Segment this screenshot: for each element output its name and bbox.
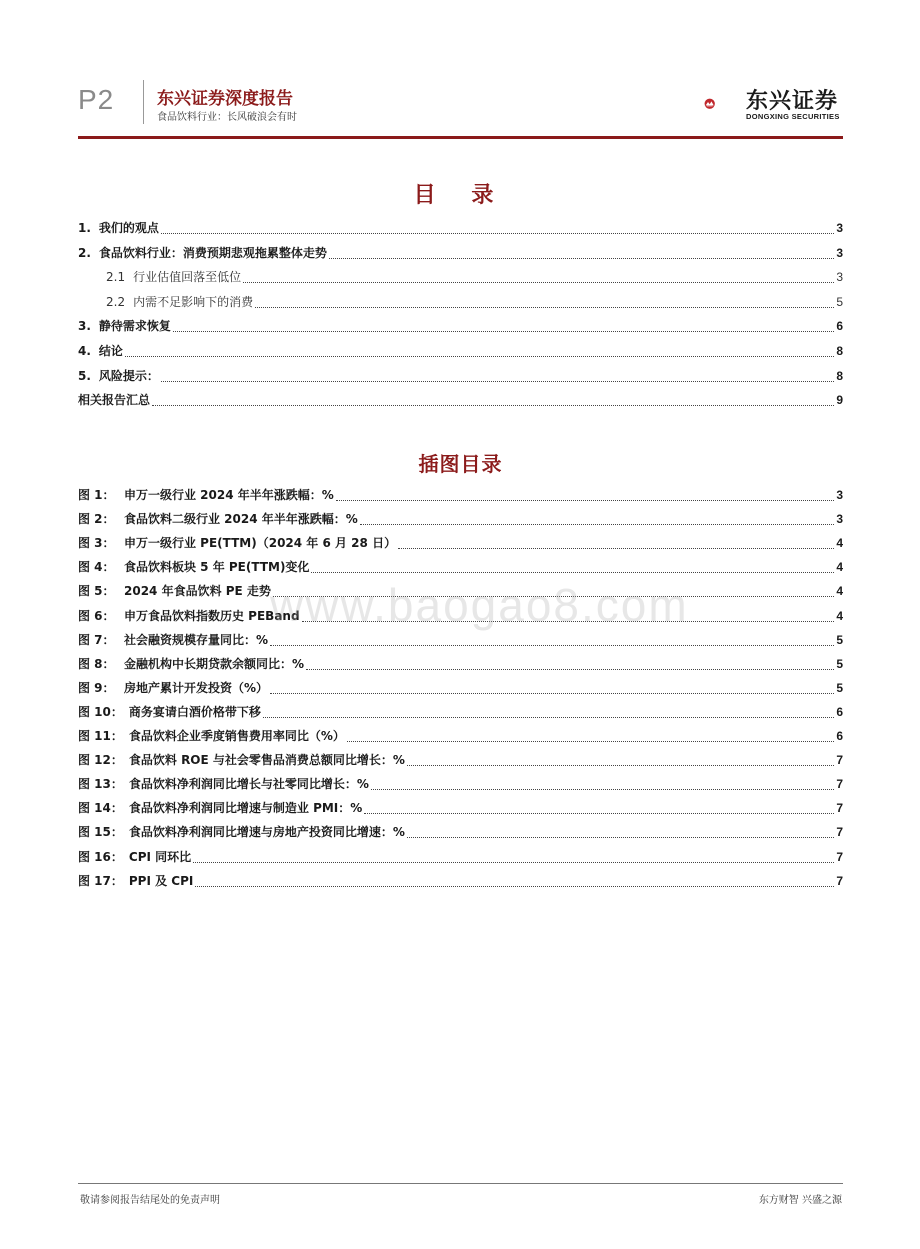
toc-entry[interactable] xyxy=(78,244,843,264)
toc-entry-number: 2. xyxy=(78,245,91,260)
figure-entry[interactable] xyxy=(78,775,843,795)
figure-entry-page: 5 xyxy=(836,680,843,695)
figure-entry-number: 图 4： xyxy=(78,560,115,575)
figure-entry[interactable] xyxy=(78,799,843,819)
figure-entry[interactable] xyxy=(78,751,843,771)
dot-leader xyxy=(336,500,835,501)
footer-rule xyxy=(78,1183,843,1184)
figure-entry-number: 图 8： xyxy=(78,656,115,671)
figure-entry-label: 申万食品饮料指数历史 PEBand xyxy=(124,608,300,623)
dot-leader xyxy=(311,572,834,573)
toc-entry-page: 3 xyxy=(836,221,843,235)
figure-entry-label: 食品饮料企业季度销售费用率同比（%） xyxy=(128,729,345,743)
dot-leader xyxy=(364,813,834,814)
figure-entry-page: 3 xyxy=(836,488,843,502)
figure-entry-number: 图 2： xyxy=(78,512,115,527)
figure-entry-number: 图 1： xyxy=(78,488,115,502)
figure-entry-number: 图 5： xyxy=(78,584,115,599)
dot-leader xyxy=(306,669,834,670)
figure-entry[interactable] xyxy=(78,872,843,892)
dot-leader xyxy=(270,693,834,694)
header-divider xyxy=(143,80,144,124)
toc-entry-label: 相关报告汇总 xyxy=(78,393,151,408)
figure-entry[interactable] xyxy=(78,631,843,651)
toc-entry-number: 1. xyxy=(78,221,91,235)
figure-entry-label: 申万一级行业 PE(TTM)（2024 年 6 月 28 日） xyxy=(124,536,397,551)
toc-entry[interactable] xyxy=(106,268,843,288)
figure-entry-page: 4 xyxy=(836,584,843,599)
figure-entry-number: 图 9： xyxy=(78,680,115,695)
figure-entry-label: 食品饮料净利润同比增速与制造业 PMI：% xyxy=(128,801,363,816)
figure-entry-page: 7 xyxy=(836,777,843,792)
toc-entry[interactable] xyxy=(78,391,843,411)
figure-entry-number: 图 14： xyxy=(78,801,123,816)
dot-leader xyxy=(243,282,834,283)
figure-entry-page: 4 xyxy=(836,536,843,551)
toc-entry-label: 我们的观点 xyxy=(98,221,159,235)
watermark: www.baogao8.com xyxy=(270,579,689,631)
figure-entry-page: 3 xyxy=(836,512,843,527)
figure-entry-number: 图 16： xyxy=(78,849,123,864)
figure-entry-number: 图 12： xyxy=(78,753,123,768)
figure-entry-label: 食品饮料净利润同比增长与社零同比增长：% xyxy=(128,777,369,792)
figure-entry-number: 图 13： xyxy=(78,777,123,792)
toc-entry-page: 6 xyxy=(836,319,843,334)
figure-entry[interactable] xyxy=(78,534,843,554)
toc-entry-page: 3 xyxy=(836,245,843,260)
dot-leader xyxy=(398,548,834,549)
figure-entry-number: 图 15： xyxy=(78,825,123,840)
figure-entry-label: 社会融资规模存量同比：% xyxy=(124,632,269,647)
dot-leader xyxy=(173,331,834,332)
figure-entry[interactable] xyxy=(78,679,843,699)
figure-entry-number: 图 11： xyxy=(78,729,123,743)
figure-entry-label: PPI 及 CPI xyxy=(128,873,194,888)
figure-entry-page: 7 xyxy=(836,825,843,840)
toc-entry-page: 3 xyxy=(836,270,843,285)
figure-entry[interactable] xyxy=(78,510,843,530)
figure-entry-label: CPI 同环比 xyxy=(128,849,192,864)
toc-entry-label: 内需不足影响下的消费 xyxy=(133,294,254,309)
figure-entry[interactable] xyxy=(78,727,843,747)
footer-slogan: 东方财智 兴盛之源 xyxy=(758,1195,842,1206)
dot-leader xyxy=(407,837,834,838)
figure-entry-label: 食品饮料板块 5 年 PE(TTM)变化 xyxy=(124,560,310,575)
toc-entry[interactable] xyxy=(78,219,843,239)
dot-leader xyxy=(347,741,834,742)
toc-entry-page: 5 xyxy=(836,294,843,309)
dongxing-logo-icon xyxy=(704,84,744,124)
dot-leader xyxy=(195,886,834,887)
figure-entry-page: 5 xyxy=(836,632,843,647)
toc-entry-number: 2.2 xyxy=(106,294,126,309)
toc-entry-page: 9 xyxy=(836,393,843,408)
toc-entry[interactable] xyxy=(78,342,843,362)
header-rule xyxy=(78,136,843,139)
report-title: 东兴证券深度报告 xyxy=(157,89,293,109)
figure-entry-page: 5 xyxy=(836,656,843,671)
figure-entry-label: 房地产累计开发投资（%） xyxy=(124,680,269,695)
figure-entry-page: 6 xyxy=(836,704,843,719)
toc-entry-label: 结论 xyxy=(98,344,123,358)
figure-entry-label: 食品饮料 ROE 与社会零售品消费总额同比增长：% xyxy=(128,753,405,768)
dot-leader xyxy=(255,307,834,308)
figure-entry-number: 图 6： xyxy=(78,608,115,623)
dot-leader xyxy=(270,645,834,646)
dot-leader xyxy=(263,717,834,718)
dot-leader xyxy=(125,356,834,357)
dot-leader xyxy=(193,862,834,863)
toc-entry-label: 静待需求恢复 xyxy=(98,319,171,334)
figure-entry-label: 金融机构中长期贷款余额同比：% xyxy=(124,656,305,671)
figure-entry-label: 2024 年食品饮料 PE 走势 xyxy=(124,584,271,599)
dot-leader xyxy=(360,524,835,525)
toc-entry[interactable] xyxy=(78,317,843,337)
toc-entry-label: 行业估值回落至低位 xyxy=(133,270,242,285)
dot-leader xyxy=(371,789,834,790)
figure-entry[interactable] xyxy=(78,848,843,868)
logo-chinese-name: 东兴证券 xyxy=(746,89,839,114)
figure-entry-page: 6 xyxy=(836,729,843,743)
report-subtitle: 食品饮料行业：长风破浪会有时 xyxy=(157,112,297,123)
toc-entry-page: 8 xyxy=(836,344,843,358)
figure-entry-number: 图 7： xyxy=(78,632,115,647)
toc-entry-number: 3. xyxy=(78,319,91,334)
dot-leader xyxy=(329,258,834,259)
figure-entry-number: 图 10： xyxy=(78,704,123,719)
toc-entry-page: 8 xyxy=(836,368,843,383)
figure-entry-page: 4 xyxy=(836,560,843,575)
figure-list-title: 插图目录 xyxy=(418,452,503,476)
footer-disclaimer: 敬请参阅报告结尾处的免责声明 xyxy=(80,1195,220,1206)
toc-entry[interactable] xyxy=(106,293,843,313)
figure-entry-page: 7 xyxy=(836,849,843,864)
dot-leader xyxy=(152,405,834,406)
figure-entry[interactable] xyxy=(78,823,843,843)
dot-leader xyxy=(161,233,834,234)
toc-entry[interactable] xyxy=(78,367,843,387)
figure-entry-label: 商务宴请白酒价格带下移 xyxy=(128,704,261,719)
figure-entry-number: 图 17： xyxy=(78,873,123,888)
dot-leader xyxy=(161,381,834,382)
toc-entry-number: 4. xyxy=(78,344,91,358)
figure-entry-page: 7 xyxy=(836,873,843,888)
figure-entry-label: 食品饮料净利润同比增速与房地产投资同比增速：% xyxy=(128,825,405,840)
figure-entry[interactable] xyxy=(78,558,843,578)
toc-title: 目 录 xyxy=(413,183,508,208)
figure-entry-page: 4 xyxy=(836,608,843,623)
toc-entry-label: 食品饮料行业：消费预期悲观拖累整体走势 xyxy=(98,245,327,260)
figure-entry[interactable] xyxy=(78,486,843,506)
page-number: P2 xyxy=(78,84,115,115)
figure-entry[interactable] xyxy=(78,655,843,675)
figure-entry-label: 申万一级行业 2024 年半年涨跌幅：% xyxy=(124,488,334,502)
figure-entry-page: 7 xyxy=(836,753,843,768)
figure-entry[interactable] xyxy=(78,703,843,723)
toc-entry-number: 5. xyxy=(78,368,91,383)
dot-leader xyxy=(407,765,834,766)
figure-entry-label: 食品饮料二级行业 2024 年半年涨跌幅：% xyxy=(124,512,358,527)
logo-english-name: DONGXING SECURITIES xyxy=(746,112,840,121)
toc-entry-label: 风险提示： xyxy=(98,368,159,383)
figure-entry-number: 图 3： xyxy=(78,536,115,551)
toc-entry-number: 2.1 xyxy=(106,270,126,285)
figure-entry-page: 7 xyxy=(836,801,843,816)
